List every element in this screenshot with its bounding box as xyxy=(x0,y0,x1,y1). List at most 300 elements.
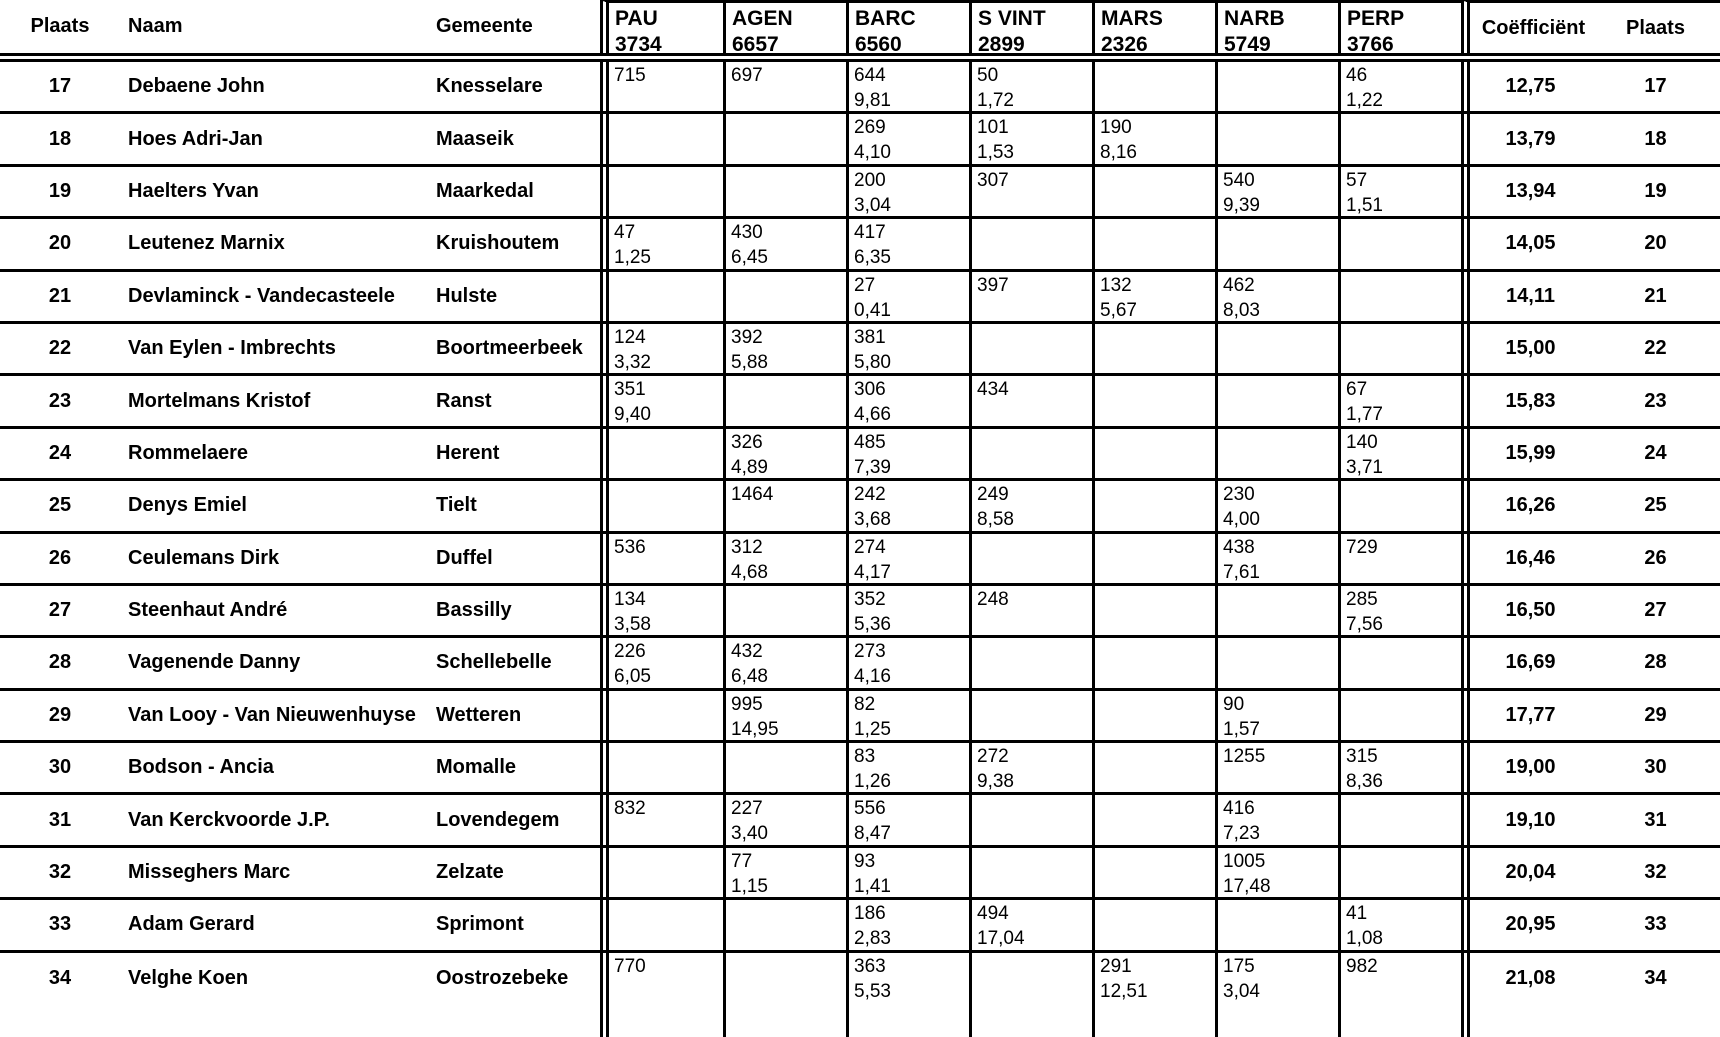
row-plaats-right: 26 xyxy=(1644,546,1667,569)
race-coeff: 4,00 xyxy=(1223,509,1260,531)
race-place: 995 xyxy=(731,693,763,715)
race-coeff: 3,40 xyxy=(731,823,768,845)
race-coeff: 3,04 xyxy=(1223,980,1260,1002)
race-cell-barc xyxy=(846,534,969,583)
race-cell-mars xyxy=(1092,848,1215,897)
race-cell-perp xyxy=(1338,691,1461,740)
race-coeff: 6,45 xyxy=(731,247,768,269)
row-naam: Ceulemans Dirk xyxy=(128,546,280,569)
race-place: 77 xyxy=(731,850,753,872)
race-cell-barc xyxy=(846,219,969,268)
race-cell-perp xyxy=(1338,167,1461,216)
row-plaats: 24 xyxy=(48,441,72,464)
race-coeff: 1,25 xyxy=(854,718,891,740)
race-cell-agen xyxy=(723,848,846,897)
header-plaats: Plaats xyxy=(30,15,90,37)
race-place: 381 xyxy=(854,326,886,348)
race-cell-barc xyxy=(846,953,969,1005)
race-coeff: 3,71 xyxy=(1346,456,1383,478)
race-coeff: 9,40 xyxy=(614,404,651,426)
race-cell-narb xyxy=(1215,953,1338,1005)
race-name: BARC xyxy=(855,7,916,30)
row-plaats: 23 xyxy=(48,389,72,412)
race-cell-agen xyxy=(723,795,846,844)
row-naam: Devlaminck - Vandecasteele xyxy=(128,284,395,307)
race-coeff: 4,68 xyxy=(731,561,768,583)
row-plaats-right: 28 xyxy=(1644,651,1667,674)
race-cell-narb xyxy=(1215,848,1338,897)
race-cell-svint xyxy=(969,534,1092,583)
race-cell-svint xyxy=(969,324,1092,373)
row-coefficient: 19,00 xyxy=(1461,743,1591,792)
race-cell-perp xyxy=(1338,429,1461,478)
race-coeff: 8,03 xyxy=(1223,299,1260,321)
row-naam: Hoes Adri-Jan xyxy=(128,127,263,150)
race-place: 416 xyxy=(1223,798,1255,820)
row-plaats-right: 27 xyxy=(1644,599,1667,622)
row-gemeente: Wetteren xyxy=(436,703,522,726)
race-cell-mars xyxy=(1092,953,1215,1005)
row-plaats: 32 xyxy=(48,861,72,884)
race-cell-svint xyxy=(969,429,1092,478)
header-race-perp xyxy=(1338,0,1461,53)
race-cell-narb xyxy=(1215,638,1338,687)
race-cell-svint xyxy=(969,219,1092,268)
race-cell-perp xyxy=(1338,638,1461,687)
row-naam: Misseghers Marc xyxy=(128,861,291,884)
race-place: 50 xyxy=(977,65,999,86)
table-row xyxy=(0,691,1720,743)
race-place: 226 xyxy=(614,641,646,663)
table-row xyxy=(0,953,1720,1005)
race-cell-barc xyxy=(846,691,969,740)
race-place: 715 xyxy=(614,65,646,86)
row-plaats: 34 xyxy=(48,967,72,990)
race-coeff: 3,68 xyxy=(854,509,891,531)
race-cell-perp xyxy=(1338,62,1461,111)
race-cell-agen xyxy=(723,429,846,478)
race-sub: 5749 xyxy=(1224,33,1271,53)
race-cell-pau xyxy=(600,324,723,373)
race-place: 274 xyxy=(854,536,886,558)
race-place: 190 xyxy=(1100,117,1132,139)
race-cell-mars xyxy=(1092,62,1215,111)
table-row xyxy=(0,114,1720,166)
race-cell-agen xyxy=(723,534,846,583)
race-place: 434 xyxy=(977,379,1009,401)
race-coeff: 9,39 xyxy=(1223,194,1260,216)
race-place: 93 xyxy=(854,850,876,872)
row-plaats-right: 29 xyxy=(1644,703,1667,726)
race-cell-narb xyxy=(1215,900,1338,949)
row-naam: Rommelaere xyxy=(128,441,249,464)
race-cell-mars xyxy=(1092,272,1215,321)
race-place: 200 xyxy=(854,169,886,191)
row-plaats: 29 xyxy=(48,703,72,726)
race-coeff: 1,72 xyxy=(977,90,1014,111)
row-gemeente: Maarkedal xyxy=(436,179,534,202)
race-cell-pau xyxy=(600,167,723,216)
row-coefficient: 17,77 xyxy=(1461,691,1591,740)
race-coeff: 9,38 xyxy=(977,771,1014,793)
table-header-row xyxy=(0,0,1720,62)
row-gemeente: Lovendegem xyxy=(436,808,560,831)
race-cell-barc xyxy=(846,795,969,844)
race-coeff: 5,36 xyxy=(854,613,891,635)
row-plaats-right: 22 xyxy=(1644,337,1667,360)
race-coeff: 7,23 xyxy=(1223,823,1260,845)
race-cell-barc xyxy=(846,638,969,687)
row-naam: Adam Gerard xyxy=(128,913,255,936)
race-sub: 3734 xyxy=(615,33,662,53)
race-cell-mars xyxy=(1092,638,1215,687)
race-place: 83 xyxy=(854,746,876,768)
row-plaats: 20 xyxy=(48,232,72,255)
race-cell-mars xyxy=(1092,534,1215,583)
race-cell-svint xyxy=(969,953,1092,1005)
race-coeff: 5,53 xyxy=(854,980,891,1002)
race-cell-svint xyxy=(969,743,1092,792)
race-cell-svint xyxy=(969,795,1092,844)
race-place: 494 xyxy=(977,903,1009,925)
row-plaats: 17 xyxy=(48,75,72,98)
race-name: S VINT xyxy=(978,7,1046,30)
race-cell-narb xyxy=(1215,376,1338,425)
race-cell-pau xyxy=(600,62,723,111)
race-cell-perp xyxy=(1338,219,1461,268)
race-place: 729 xyxy=(1346,536,1378,558)
header-race-barc xyxy=(846,0,969,53)
race-cell-barc xyxy=(846,429,969,478)
race-coeff: 6,05 xyxy=(614,666,651,688)
race-place: 363 xyxy=(854,955,886,977)
row-gemeente: Hulste xyxy=(436,284,498,307)
row-coefficient: 19,10 xyxy=(1461,795,1591,844)
race-place: 351 xyxy=(614,379,646,401)
row-gemeente: Sprimont xyxy=(436,913,524,936)
race-place: 462 xyxy=(1223,274,1255,296)
race-place: 41 xyxy=(1346,903,1368,925)
race-cell-agen xyxy=(723,114,846,163)
row-naam: Debaene John xyxy=(128,75,265,98)
table-row xyxy=(0,743,1720,795)
race-sub: 6560 xyxy=(855,33,902,53)
row-plaats-right: 21 xyxy=(1644,284,1667,307)
race-place: 307 xyxy=(977,169,1009,191)
row-naam: Haelters Yvan xyxy=(128,179,259,202)
race-cell-pau xyxy=(600,219,723,268)
race-cell-svint xyxy=(969,691,1092,740)
race-coeff: 8,47 xyxy=(854,823,891,845)
header-race-agen xyxy=(723,0,846,53)
race-coeff: 3,04 xyxy=(854,194,891,216)
race-cell-barc xyxy=(846,376,969,425)
row-coefficient: 12,75 xyxy=(1461,62,1591,111)
race-cell-pau xyxy=(600,534,723,583)
race-cell-perp xyxy=(1338,848,1461,897)
race-cell-agen xyxy=(723,376,846,425)
race-coeff: 4,66 xyxy=(854,404,891,426)
row-gemeente: Tielt xyxy=(436,494,477,517)
row-coefficient: 15,99 xyxy=(1461,429,1591,478)
race-cell-svint xyxy=(969,272,1092,321)
table-row xyxy=(0,848,1720,900)
race-cell-narb xyxy=(1215,272,1338,321)
race-cell-svint xyxy=(969,900,1092,949)
row-coefficient: 13,94 xyxy=(1461,167,1591,216)
header-race-mars xyxy=(1092,0,1215,53)
race-place: 312 xyxy=(731,536,763,558)
race-coeff: 2,83 xyxy=(854,928,891,950)
race-cell-perp xyxy=(1338,534,1461,583)
race-cell-mars xyxy=(1092,900,1215,949)
race-coeff: 1,51 xyxy=(1346,194,1383,216)
race-cell-pau xyxy=(600,795,723,844)
race-sub: 2326 xyxy=(1101,33,1148,53)
row-plaats-right: 18 xyxy=(1644,127,1667,150)
race-sub: 3766 xyxy=(1347,33,1394,53)
race-cell-svint xyxy=(969,114,1092,163)
table-row xyxy=(0,167,1720,219)
row-plaats: 27 xyxy=(48,599,72,622)
race-place: 285 xyxy=(1346,588,1378,610)
race-coeff: 4,89 xyxy=(731,456,768,478)
race-cell-mars xyxy=(1092,743,1215,792)
race-place: 397 xyxy=(977,274,1009,296)
race-cell-pau xyxy=(600,376,723,425)
race-name: PERP xyxy=(1347,7,1405,30)
race-coeff: 4,10 xyxy=(854,142,891,164)
row-plaats-right: 17 xyxy=(1644,75,1667,98)
race-cell-perp xyxy=(1338,272,1461,321)
row-plaats-right: 34 xyxy=(1644,967,1667,990)
row-naam: Velghe Koen xyxy=(128,967,249,990)
race-place: 46 xyxy=(1346,65,1368,86)
row-naam: Van Eylen - Imbrechts xyxy=(128,337,336,360)
race-cell-svint xyxy=(969,481,1092,530)
race-coeff: 1,15 xyxy=(731,875,768,897)
race-coeff: 1,25 xyxy=(614,247,651,269)
race-coeff: 0,41 xyxy=(854,299,891,321)
row-gemeente: Maaseik xyxy=(436,127,514,150)
race-cell-pau xyxy=(600,272,723,321)
race-place: 306 xyxy=(854,379,886,401)
race-cell-pau xyxy=(600,848,723,897)
race-name: MARS xyxy=(1101,7,1163,30)
race-name: NARB xyxy=(1224,7,1285,30)
race-coeff: 6,48 xyxy=(731,666,768,688)
race-cell-perp xyxy=(1338,900,1461,949)
race-cell-barc xyxy=(846,481,969,530)
race-cell-agen xyxy=(723,62,846,111)
row-gemeente: Bassilly xyxy=(436,599,512,622)
race-cell-barc xyxy=(846,900,969,949)
race-cell-narb xyxy=(1215,167,1338,216)
race-cell-mars xyxy=(1092,114,1215,163)
race-cell-narb xyxy=(1215,691,1338,740)
race-place: 57 xyxy=(1346,169,1368,191)
race-coeff: 5,67 xyxy=(1100,299,1137,321)
race-place: 536 xyxy=(614,536,646,558)
race-cell-barc xyxy=(846,848,969,897)
header-gemeente: Gemeente xyxy=(436,15,533,37)
race-cell-mars xyxy=(1092,586,1215,635)
race-coeff: 7,56 xyxy=(1346,613,1383,635)
race-place: 230 xyxy=(1223,484,1255,506)
race-cell-pau xyxy=(600,743,723,792)
header-race-narb xyxy=(1215,0,1338,53)
race-coeff: 1,08 xyxy=(1346,928,1383,950)
row-naam: Van Looy - Van Nieuwenhuyse xyxy=(128,703,416,726)
race-coeff: 1,57 xyxy=(1223,718,1260,740)
table-row xyxy=(0,795,1720,847)
race-place: 485 xyxy=(854,431,886,453)
row-gemeente: Kruishoutem xyxy=(436,232,560,255)
row-gemeente: Boortmeerbeek xyxy=(436,337,583,360)
race-place: 291 xyxy=(1100,955,1132,977)
race-cell-barc xyxy=(846,114,969,163)
row-naam: Van Kerckvoorde J.P. xyxy=(128,808,330,831)
header-coefficient: Coëfficiënt xyxy=(1461,0,1591,53)
row-plaats-right: 31 xyxy=(1644,808,1667,831)
race-cell-barc xyxy=(846,272,969,321)
row-gemeente: Duffel xyxy=(436,546,493,569)
race-place: 392 xyxy=(731,326,763,348)
table-row xyxy=(0,272,1720,324)
race-place: 175 xyxy=(1223,955,1255,977)
race-coeff: 5,88 xyxy=(731,351,768,373)
race-coeff: 1,26 xyxy=(854,771,891,793)
race-cell-narb xyxy=(1215,324,1338,373)
race-cell-perp xyxy=(1338,586,1461,635)
table-row xyxy=(0,429,1720,481)
race-place: 249 xyxy=(977,484,1009,506)
race-cell-perp xyxy=(1338,743,1461,792)
race-cell-narb xyxy=(1215,62,1338,111)
row-plaats: 31 xyxy=(48,808,72,831)
row-coefficient: 15,83 xyxy=(1461,376,1591,425)
row-coefficient: 21,08 xyxy=(1461,953,1591,1005)
race-cell-perp xyxy=(1338,376,1461,425)
table-row xyxy=(0,62,1720,114)
race-place: 540 xyxy=(1223,169,1255,191)
table-row xyxy=(0,586,1720,638)
race-cell-pau xyxy=(600,900,723,949)
race-coeff: 7,61 xyxy=(1223,561,1260,583)
row-coefficient: 16,46 xyxy=(1461,534,1591,583)
race-place: 432 xyxy=(731,641,763,663)
row-coefficient: 16,50 xyxy=(1461,586,1591,635)
race-sub: 2899 xyxy=(978,33,1025,53)
race-place: 556 xyxy=(854,798,886,820)
race-place: 832 xyxy=(614,798,646,820)
row-plaats-right: 20 xyxy=(1644,232,1667,255)
row-plaats: 18 xyxy=(48,127,72,150)
row-naam: Vagenende Danny xyxy=(128,651,301,674)
race-cell-agen xyxy=(723,167,846,216)
race-place: 438 xyxy=(1223,536,1255,558)
race-cell-agen xyxy=(723,272,846,321)
race-cell-agen xyxy=(723,324,846,373)
row-coefficient: 20,04 xyxy=(1461,848,1591,897)
race-place: 140 xyxy=(1346,431,1378,453)
race-name: AGEN xyxy=(732,7,793,30)
race-cell-barc xyxy=(846,586,969,635)
race-place: 1255 xyxy=(1223,746,1266,768)
row-gemeente: Zelzate xyxy=(436,861,504,884)
row-gemeente: Ranst xyxy=(436,389,492,412)
race-coeff: 5,80 xyxy=(854,351,891,373)
race-coeff: 6,35 xyxy=(854,247,891,269)
race-place: 697 xyxy=(731,65,763,86)
race-cell-mars xyxy=(1092,167,1215,216)
row-plaats: 30 xyxy=(48,756,72,779)
race-cell-perp xyxy=(1338,795,1461,844)
race-cell-barc xyxy=(846,167,969,216)
race-cell-narb xyxy=(1215,743,1338,792)
row-plaats-right: 25 xyxy=(1644,494,1667,517)
row-plaats: 28 xyxy=(48,651,72,674)
table-row xyxy=(0,900,1720,952)
race-cell-barc xyxy=(846,324,969,373)
table-body xyxy=(0,62,1720,1005)
race-place: 982 xyxy=(1346,955,1378,977)
row-naam: Leutenez Marnix xyxy=(128,232,285,255)
race-coeff: 8,36 xyxy=(1346,771,1383,793)
race-cell-barc xyxy=(846,62,969,111)
row-naam: Denys Emiel xyxy=(128,494,247,517)
header-plaats-right: Plaats xyxy=(1591,0,1720,53)
race-place: 101 xyxy=(977,117,1009,139)
race-cell-pau xyxy=(600,691,723,740)
race-place: 27 xyxy=(854,274,876,296)
row-plaats-right: 24 xyxy=(1644,441,1667,464)
race-place: 47 xyxy=(614,222,636,244)
race-cell-svint xyxy=(969,167,1092,216)
header-race-svint xyxy=(969,0,1092,53)
row-plaats: 33 xyxy=(48,913,72,936)
race-cell-perp xyxy=(1338,953,1461,1005)
row-coefficient: 15,00 xyxy=(1461,324,1591,373)
row-coefficient: 16,69 xyxy=(1461,638,1591,687)
race-cell-pau xyxy=(600,429,723,478)
race-cell-mars xyxy=(1092,376,1215,425)
race-cell-svint xyxy=(969,638,1092,687)
table-row xyxy=(0,376,1720,428)
row-gemeente: Schellebelle xyxy=(436,651,552,674)
row-plaats-right: 30 xyxy=(1644,756,1667,779)
race-cell-narb xyxy=(1215,114,1338,163)
race-cell-agen xyxy=(723,900,846,949)
race-place: 248 xyxy=(977,588,1009,610)
race-place: 90 xyxy=(1223,693,1245,715)
race-place: 67 xyxy=(1346,379,1368,401)
table-row xyxy=(0,324,1720,376)
race-name: PAU xyxy=(615,7,658,30)
race-place: 430 xyxy=(731,222,763,244)
race-coeff: 4,16 xyxy=(854,666,891,688)
row-coefficient: 13,79 xyxy=(1461,114,1591,163)
race-cell-narb xyxy=(1215,481,1338,530)
header-race-pau xyxy=(600,0,723,53)
race-coeff: 9,81 xyxy=(854,90,891,111)
race-cell-narb xyxy=(1215,429,1338,478)
race-sub: 6657 xyxy=(732,33,779,53)
race-cell-svint xyxy=(969,62,1092,111)
row-gemeente: Herent xyxy=(436,441,500,464)
race-coeff: 8,58 xyxy=(977,509,1014,531)
table-row xyxy=(0,219,1720,271)
